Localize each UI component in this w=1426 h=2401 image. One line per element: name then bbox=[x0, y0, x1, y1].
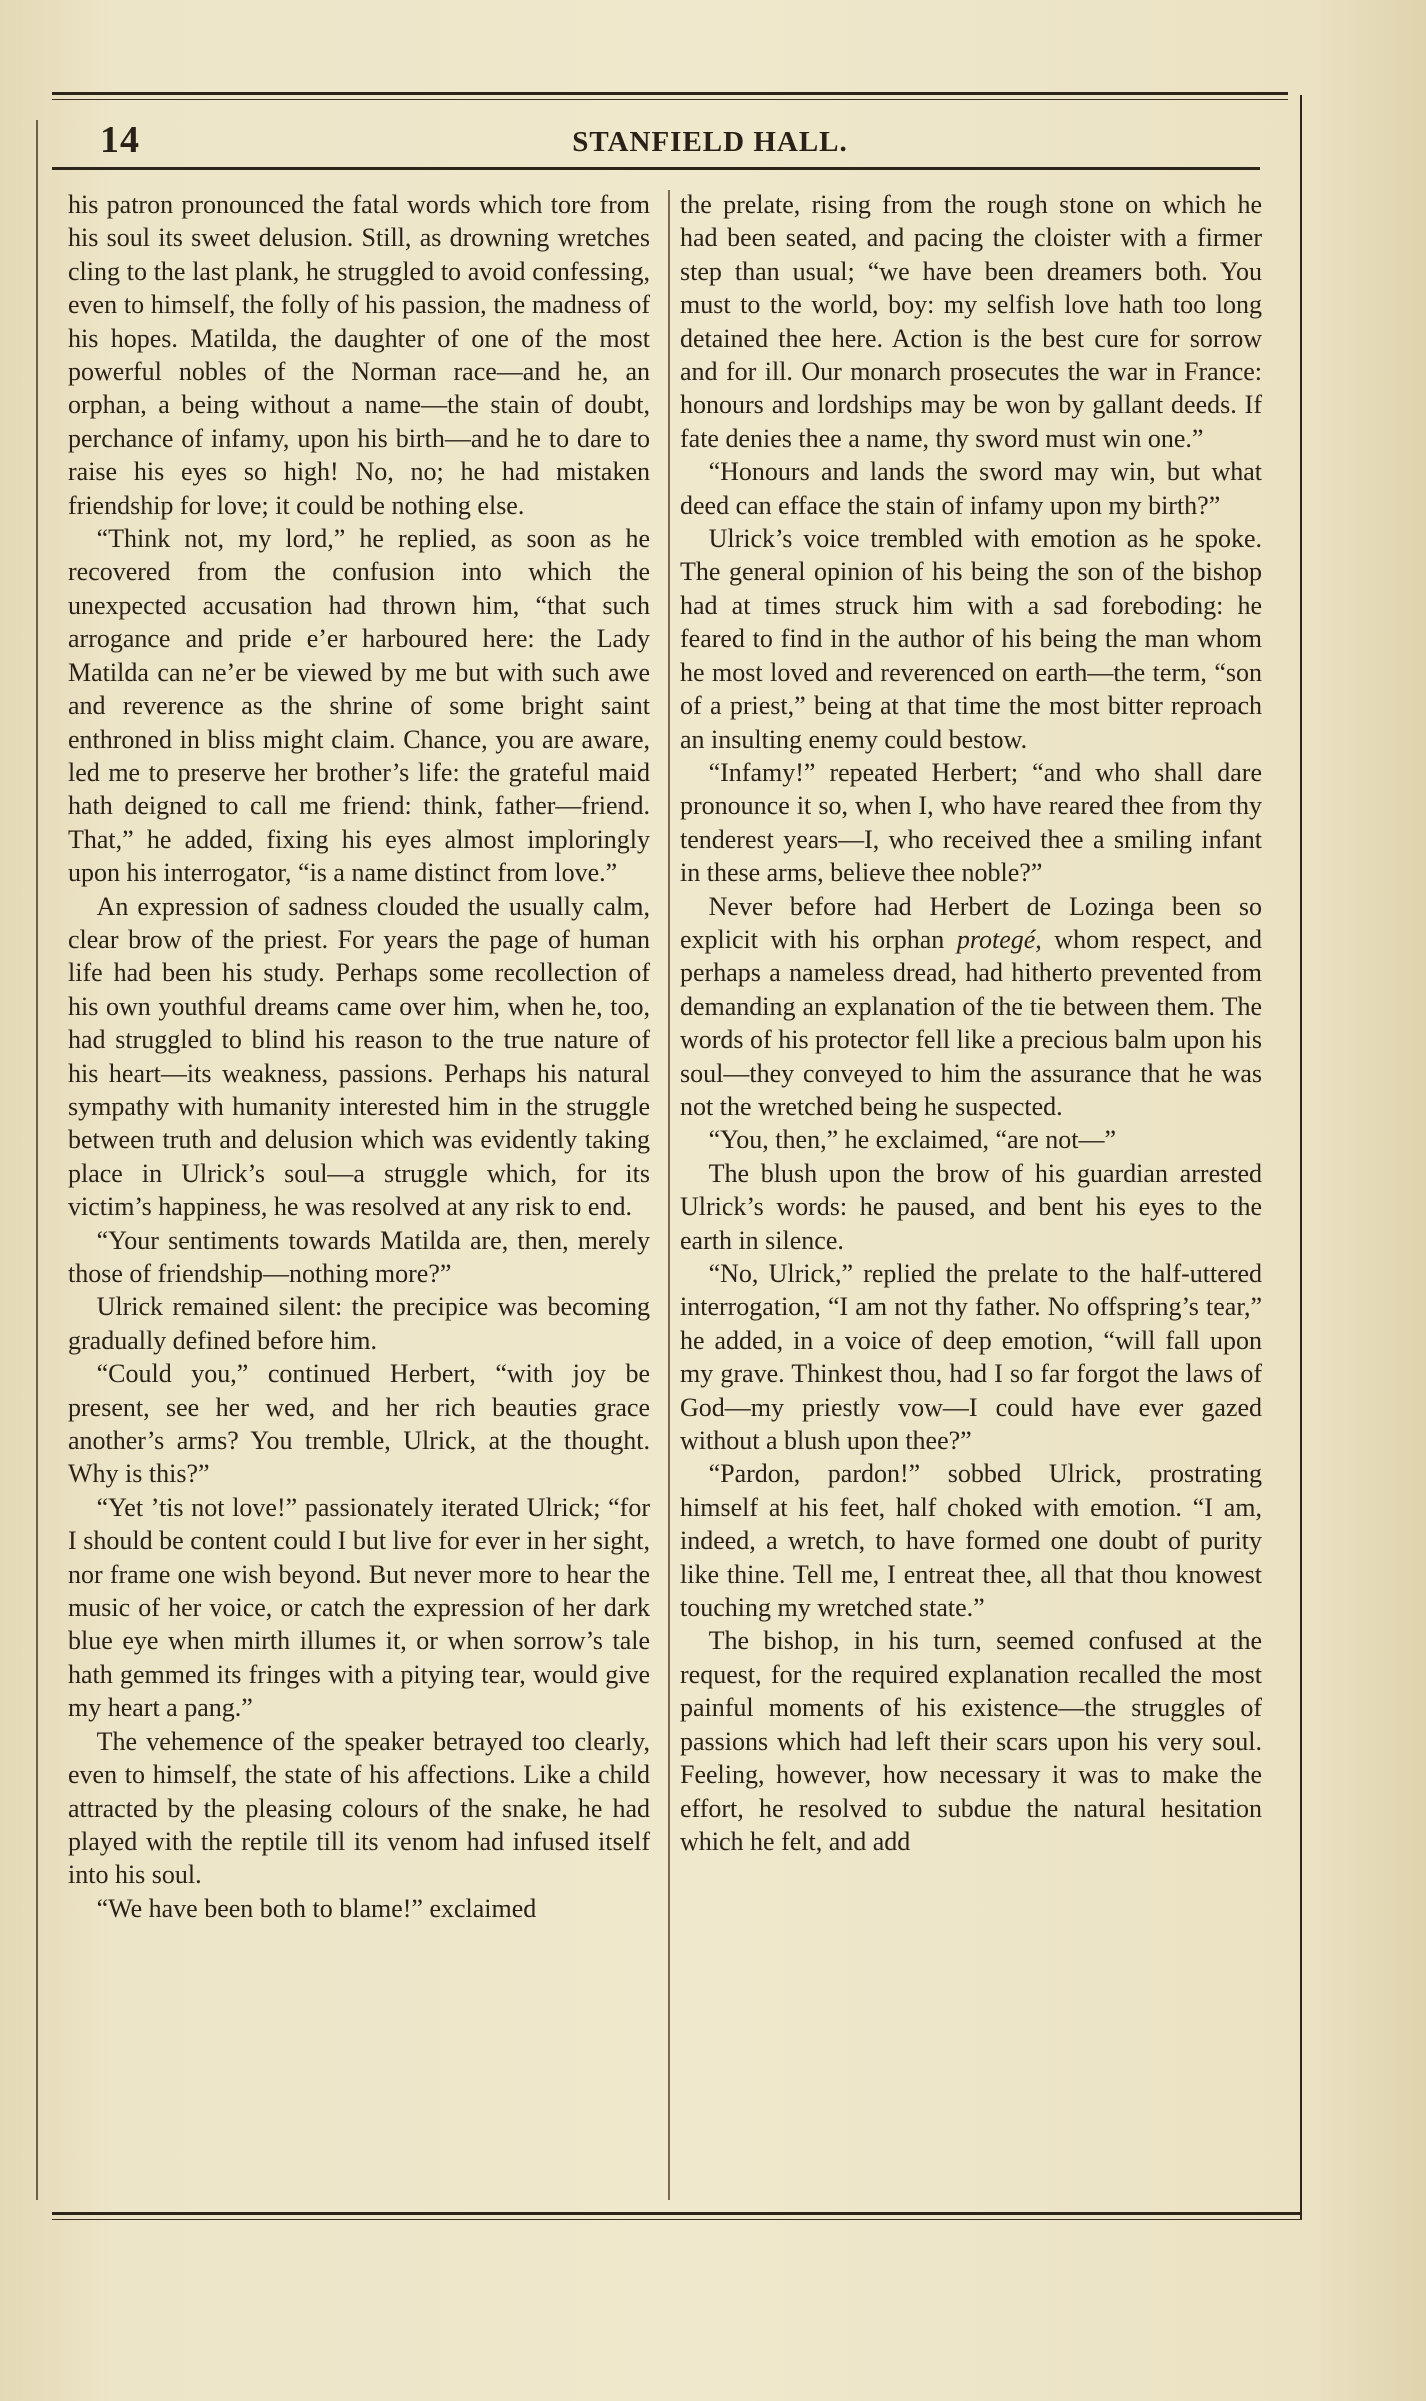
header-rule bbox=[52, 167, 1260, 170]
paragraph: The blush upon the brow of his guardian arrested Ulrick’s words: he paused, and bent his eyes to the earth in silence. bbox=[680, 1158, 1262, 1255]
paragraph: “Honours and lands the sword may win, but what deed can efface the stain of infamy upon my birth?” bbox=[680, 457, 1262, 520]
text-run: whom respect, and perhaps a nameless dread, had hitherto prevented from demanding an explanation of the tie between them. The words of his protector fell like a precious balm upon his soul—they conveyed to him the assurance that he was not the wretched being he suspected. bbox=[680, 924, 1262, 1121]
paragraph: The bishop, in his turn, seemed confused at the request, for the required explanation recalled the most painful moments of his existence—the struggles of passions which had left their scars upon his very soul. Feeling, however, how necessary it was to make the effort, he resolved to subdue the natural hesitation which he felt, and add bbox=[680, 1626, 1262, 1856]
paragraph bbox=[680, 890, 1262, 1124]
running-title: STANFIELD HALL. bbox=[572, 126, 848, 158]
bottom-rule-thin bbox=[52, 2219, 1302, 2220]
paragraph: Ulrick remained silent: the precipice was becoming gradually defined before him. bbox=[68, 1292, 650, 1355]
top-rule-thin bbox=[52, 99, 1288, 100]
paragraph: the prelate, rising from the rough stone on which he had been seated, and pacing the cloister with a firmer step than usual; “we have been dreamers both. You must to the world, boy: my selfish love hath too long detained thee here. Action is the best cure for sorrow and for ill. Our monarch prosecutes the war in France: honours and lordships may be won by gallant deeds. If fate denies thee a name, thy sword must win one.” bbox=[680, 190, 1262, 453]
paragraph: The vehemence of the speaker betrayed too clearly, even to himself, the state of his affections. Like a child attracted by the pleasing colours of the snake, he had played with the reptile till its venom had infused itself into his soul. bbox=[68, 1726, 650, 1890]
paragraph: “Pardon, pardon!” sobbed Ulrick, prostrating himself at his feet, half choked with emotion. “I am, indeed, a wretch, to have formed one doubt of purity like thine. Tell me, I entreat thee, all that thou knowest touching my wretched state.” bbox=[680, 1459, 1262, 1623]
paragraph: “Think not, my lord,” he replied, as soon as he recovered from the confusion into which the unexpected accusation had thrown him, “that such arrogance and pride e’er harboured here: the Lady Matilda can ne’er be viewed by me but with such awe and reverence as the shrine of some bright saint enthroned in bliss might claim. Chance, you are aware, led me to preserve her brother’s life: the grateful maid hath deigned to call me friend: think, father—friend. That,” he added, fixing his eyes almost imploringly upon his interrogator, “is a name distinct from love.” bbox=[68, 524, 650, 888]
page-number: 14 bbox=[100, 119, 140, 161]
paragraph: Ulrick’s voice trembled with emotion as he spoke. The general opinion of his being the son of the bishop had at times struck him with a sad foreboding: he feared to find in the author of his being the man whom he most loved and reverenced on earth—the term, “son of a priest,” being at that time the most bitter reproach an insulting enemy could bestow. bbox=[680, 524, 1262, 754]
paragraph: “Your sentiments towards Matilda are, then, merely those of friendship—nothing more?” bbox=[68, 1225, 650, 1288]
paragraph: “Infamy!” repeated Herbert; “and who shall dare pronounce it so, when I, who have reared thee from thy tenderest years—I, who received thee a smiling infant in these arms, believe thee noble?” bbox=[680, 757, 1262, 888]
bottom-rule bbox=[52, 2212, 1302, 2215]
text-run: Never before had Herbert de Lozinga been so explicit with his orphan bbox=[680, 891, 1262, 954]
italic-word: protegé, bbox=[956, 924, 1042, 954]
paragraph: his patron pronounced the fatal words which tore from his soul its sweet delusion. Still, as drowning wretches cling to the last plank, he struggled to avoid confessing, even to himself, the folly of his passion, the madness of his hopes. Matilda, the daughter of one of the most powerful nobles of the Norman race—and he, an orphan, a being without a name—the stain of doubt, perchance of infamy, upon his birth—and he to dare to raise his eyes so high! No, no; he had mistaken friendship for love; it could be nothing else. bbox=[68, 190, 650, 520]
right-column bbox=[680, 188, 1262, 2198]
paragraph: “Could you,” continued Herbert, “with joy be present, see her wed, and her rich beauties grace another’s arms? You tremble, Ulrick, at the thought. Why is this?” bbox=[68, 1359, 650, 1489]
paragraph: “We have been both to blame!” exclaimed bbox=[96, 1893, 537, 1923]
paragraph: “Yet ’tis not love!” passionately iterated Ulrick; “for I should be content could I but live for ever in her sight, nor frame one wish beyond. But never more to hear the music of her voice, or catch the expression of her dark blue eye when mirth illumes it, or when sorrow’s tale hath gemmed its fringes with a pitying tear, would give my heart a pang.” bbox=[68, 1492, 650, 1723]
left-margin-rule bbox=[36, 120, 38, 2200]
column-divider bbox=[668, 190, 670, 2200]
paragraph: “No, Ulrick,” replied the prelate to the half-uttered interrogation, “I am not thy father. No offspring’s tear,” he added, in a voice of deep emotion, “will fall upon my grave. Thinkest thou, had I so far forgot the laws of God—my priestly vow—I could have ever gazed without a blush upon thee?” bbox=[680, 1259, 1262, 1456]
left-column bbox=[68, 188, 650, 2198]
top-rule bbox=[52, 92, 1288, 95]
right-border-rule bbox=[1300, 95, 1302, 2220]
paragraph: An expression of sadness clouded the usually calm, clear brow of the priest. For years the page of human life had been his study. Perhaps some recollection of his own youthful dreams came over him, when he, too, had struggled to blind his reason to the true nature of his heart—its weakness, passions. Perhaps his natural sympathy with humanity interested him in the struggle between truth and delusion which was evidently taking place in Ulrick’s soul—a struggle which, for its victim’s happiness, he was resolved at any risk to end. bbox=[68, 891, 650, 1222]
paragraph: “You, then,” he exclaimed, “are not—” bbox=[708, 1125, 1117, 1155]
